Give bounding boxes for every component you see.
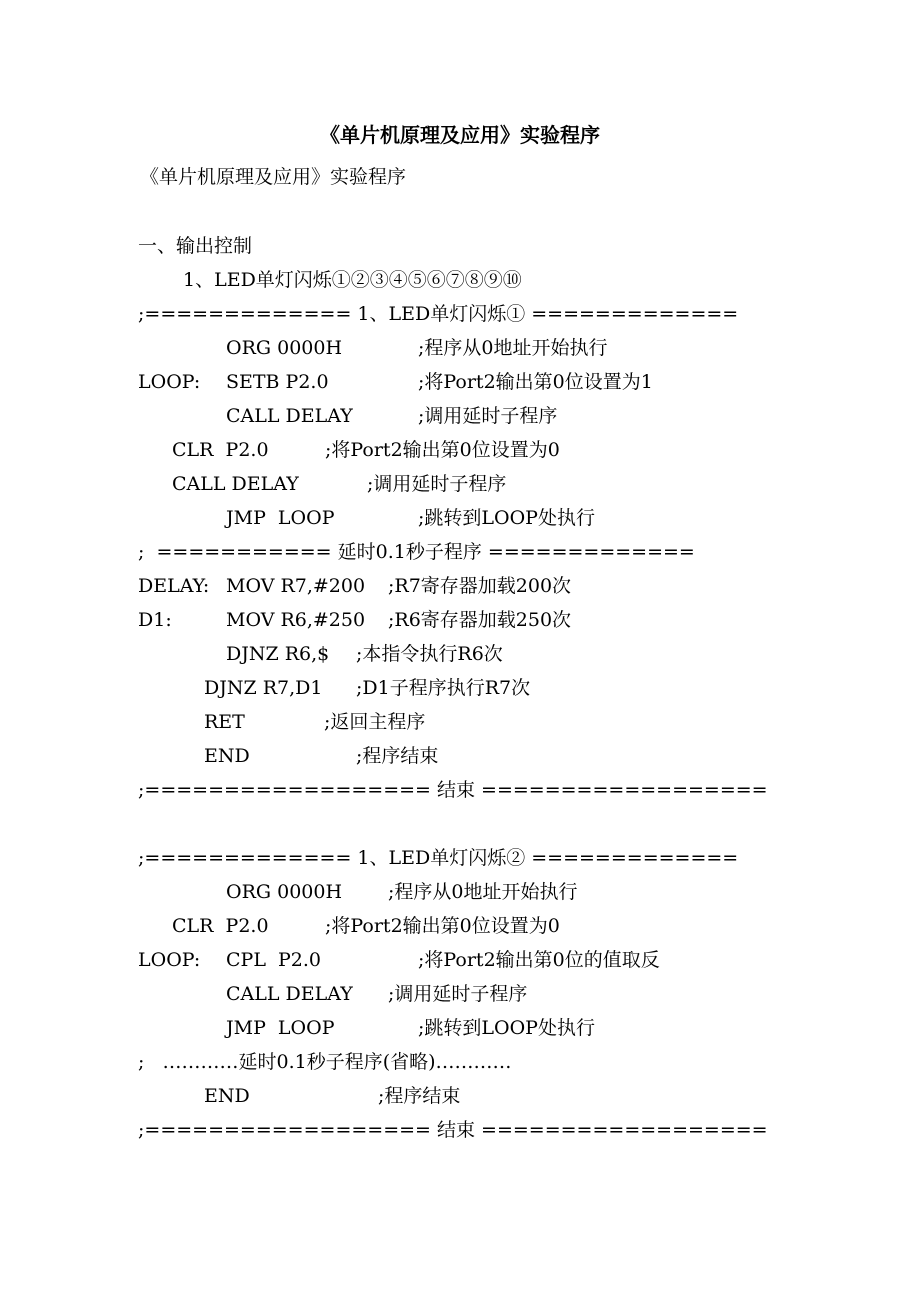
code-comment: ;调用延时子程序 [367, 473, 507, 495]
code-comment: ;程序结束 [356, 745, 439, 767]
delay-subroutine-header: ; =========== 延时0.1秒子程序 ============= [138, 541, 695, 563]
code-comment: ;R7寄存器加载200次 [388, 575, 572, 597]
code-line [0, 603, 920, 637]
code-instruction: MOV R6,#250 [226, 609, 366, 631]
code-comment: ;R6寄存器加载250次 [388, 609, 572, 631]
code-line [0, 739, 920, 773]
code-line [0, 875, 920, 909]
program-1-footer: ;================== 结束 ================== [138, 779, 768, 801]
code-line [0, 467, 920, 501]
code-comment: ;程序结束 [378, 1085, 461, 1107]
code-comment: ;调用延时子程序 [388, 983, 528, 1005]
code-instruction: DJNZ R7,D1 [204, 677, 323, 699]
code-comment: ;程序从0地址开始执行 [388, 881, 578, 903]
code-line [0, 1011, 920, 1045]
code-comment: ;调用延时子程序 [418, 405, 558, 427]
code-comment: ;将Port2输出第0位设置为1 [418, 371, 653, 393]
code-instruction: CALL DELAY [226, 983, 353, 1005]
code-line [0, 943, 920, 977]
code-instruction: RET [204, 711, 245, 733]
section-heading: 一、输出控制 [138, 235, 253, 257]
code-instruction: CPL P2.0 [226, 949, 322, 971]
code-instruction: END [204, 745, 250, 767]
code-instruction: ORG 0000H [226, 337, 343, 359]
code-instruction: MOV R7,#200 [226, 575, 366, 597]
code-line [0, 501, 920, 535]
code-instruction: DJNZ R6,$ [226, 643, 330, 665]
document-title: 《单片机原理及应用》实验程序 [320, 123, 600, 147]
code-label: LOOP: [138, 949, 201, 971]
code-line [0, 671, 920, 705]
code-line [0, 331, 920, 365]
code-comment: ;跳转到LOOP处执行 [418, 507, 595, 529]
code-comment: ;跳转到LOOP处执行 [418, 1017, 595, 1039]
code-instruction: SETB P2.0 [226, 371, 329, 393]
code-line [0, 1079, 920, 1113]
omitted-delay-note: ; …………延时0.1秒子程序(省略)………… [138, 1051, 512, 1073]
code-label: LOOP: [138, 371, 201, 393]
code-instruction: JMP LOOP [226, 507, 335, 529]
code-comment: ;将Port2输出第0位的值取反 [418, 949, 660, 971]
code-instruction: ORG 0000H [226, 881, 343, 903]
code-comment: ;返回主程序 [324, 711, 426, 733]
code-instruction: CALL DELAY [172, 473, 299, 495]
code-comment: ;将Port2输出第0位设置为0 [325, 439, 560, 461]
code-instruction: END [204, 1085, 250, 1107]
code-line [0, 433, 920, 467]
code-line [0, 569, 920, 603]
code-line [0, 365, 920, 399]
code-line [0, 977, 920, 1011]
code-comment: ;将Port2输出第0位设置为0 [325, 915, 560, 937]
code-comment: ;本指令执行R6次 [356, 643, 503, 665]
program-2-footer: ;================== 结束 ================== [138, 1119, 768, 1141]
code-line [0, 705, 920, 739]
code-line [0, 909, 920, 943]
code-instruction: CALL DELAY [226, 405, 353, 427]
subsection-heading: 1、LED单灯闪烁①②③④⑤⑥⑦⑧⑨⑩ [183, 269, 522, 291]
code-line [0, 637, 920, 671]
code-comment: ;D1子程序执行R7次 [356, 677, 531, 699]
code-comment: ;程序从0地址开始执行 [418, 337, 608, 359]
program-2-header: ;============= 1、LED单灯闪烁② ============= [138, 847, 739, 869]
code-label: DELAY: [138, 575, 210, 597]
program-1-header: ;============= 1、LED单灯闪烁① ============= [138, 303, 739, 325]
code-label: D1: [138, 609, 172, 631]
code-line [0, 399, 920, 433]
code-instruction: CLR P2.0 [172, 439, 269, 461]
document-subtitle: 《单片机原理及应用》实验程序 [140, 166, 407, 188]
code-instruction: CLR P2.0 [172, 915, 269, 937]
code-instruction: JMP LOOP [226, 1017, 335, 1039]
